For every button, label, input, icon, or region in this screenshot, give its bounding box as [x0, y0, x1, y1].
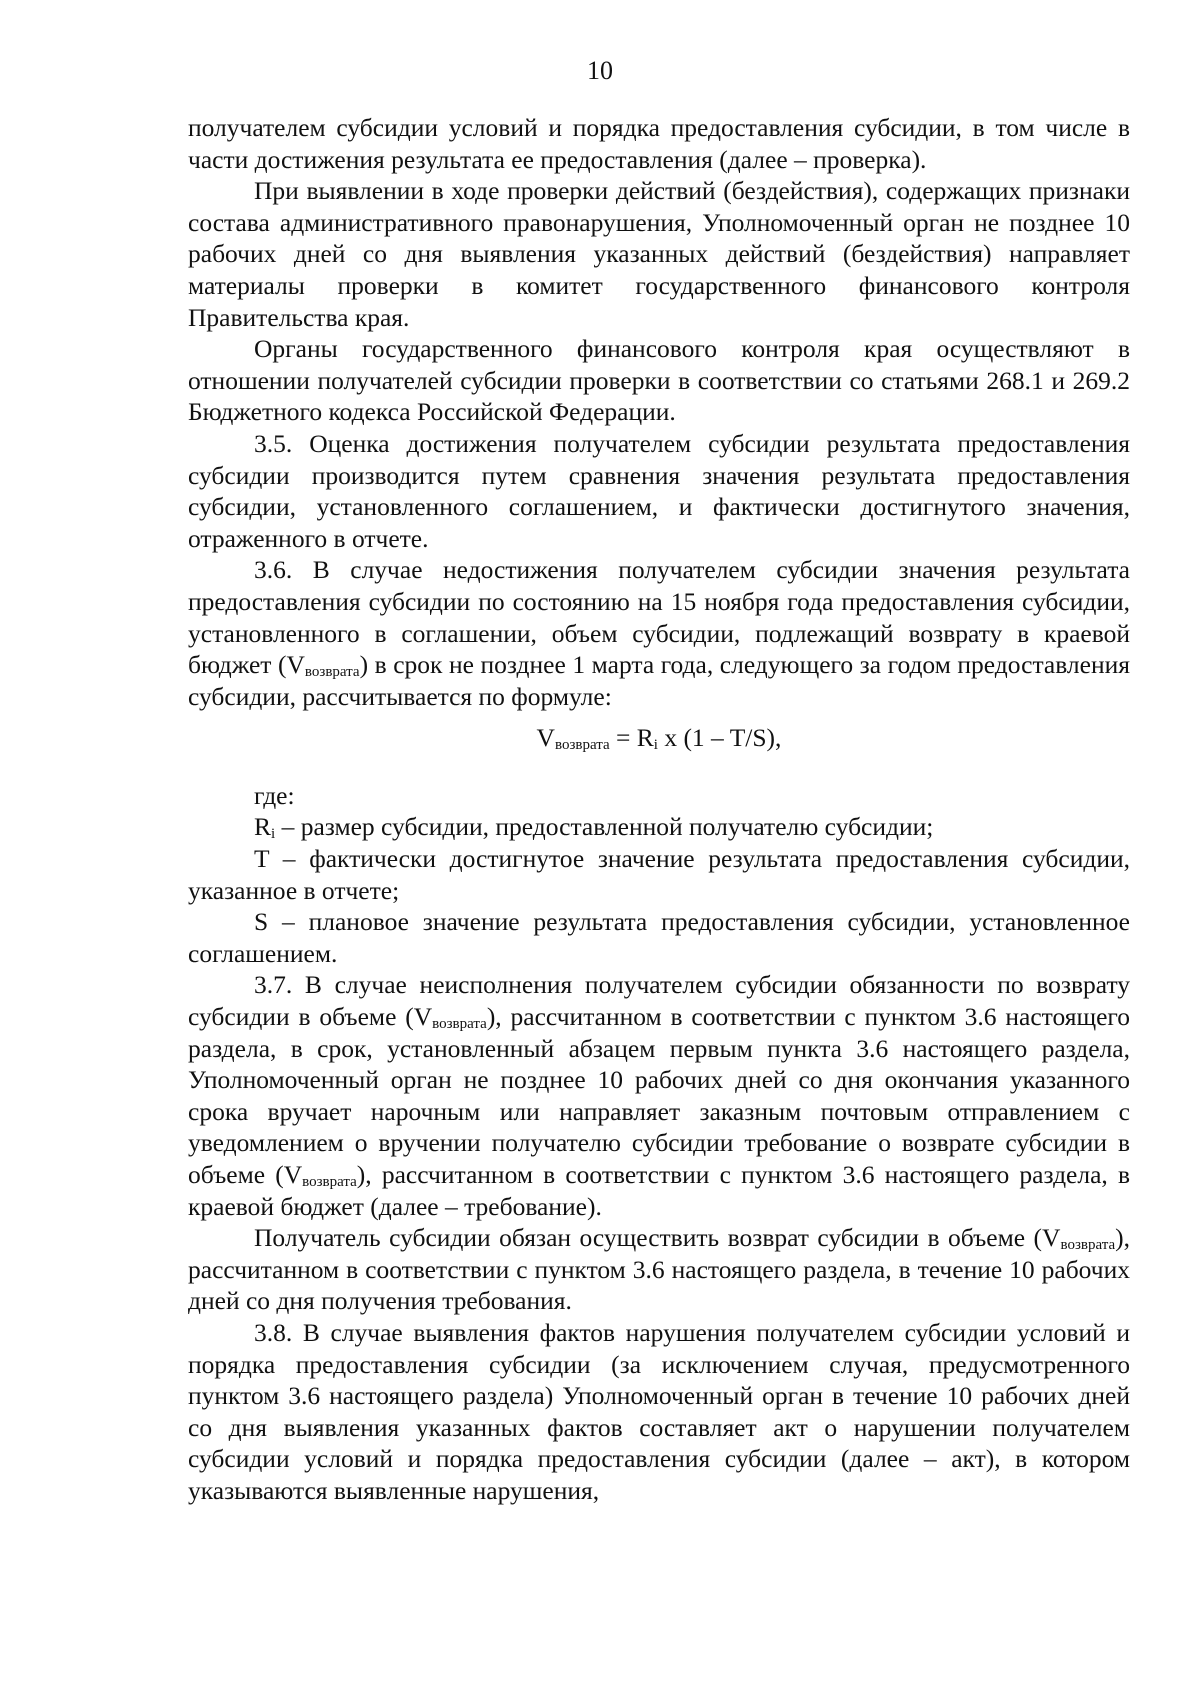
paragraph-text: 3.5. Оценка достижения получателем субсидии результата предоставления субсидии производится путем сравнения значения результата предоставления субсидии, установленного соглашением, и фактически достигнутого значения, отраженного в отчете. [188, 428, 1130, 553]
paragraph-text: При выявлении в ходе проверки действий (бездействия), содержащих признаки состава административного правонарушения, Уполномоченный орган не позднее 10 рабочих дней со дня выявления указанных действий (бездействия) направляет материалы проверки в комитет государственного финансового контроля Правительства края. [188, 176, 1130, 332]
document-body [188, 112, 1130, 1507]
paragraph-text: где: [254, 780, 295, 810]
paragraph-text: Органы государственного финансового контроля края осуществляют в отношении получателей субсидии проверки в соответствии со статьями 268.1 и 269.2 Бюджетного кодекса Российской Федерации. [188, 334, 1130, 427]
paragraph-text: 3.6. В случае недостижения получателем субсидии значения результата предоставления субсидии по состоянию на 15 ноября года предоставления субсидии, установленного в соглашении, объем субсидии, подлежащий возврату в краевой бюджет (V [188, 555, 1130, 680]
where-t [188, 843, 1130, 906]
page-number: 10 [587, 56, 613, 85]
ri-symbol: R [254, 812, 272, 842]
paragraph-recipient-obligation [188, 1222, 1130, 1317]
where-s [188, 906, 1130, 969]
paragraph-3-5 [188, 428, 1130, 554]
i-subscript: i [653, 737, 658, 754]
paragraph-continuation [188, 112, 1130, 175]
where-ri [188, 811, 1130, 843]
v-subscript: возврата [554, 737, 610, 754]
paragraph-text: ), рассчитанном в соответствии с пунктом 3.6 настоящего раздела, в краевой бюджет (далее – требование). [188, 1160, 1130, 1221]
paragraph-text: получателем субсидии условий и порядка предоставления субсидии, в том числе в части достижения результата ее предоставления (далее – проверка). [188, 113, 1130, 174]
paragraph-3-7 [188, 969, 1130, 1222]
paragraph-text: ), рассчитанном в соответствии с пунктом 3.6 настоящего раздела, в срок, установленный абзацем первым пункта 3.6 настоящего раздела, Уполномоченный орган не позднее 10 рабочих дней со дня окончания указанного срока вручает нарочным или направляет заказным почтовым отправлением с уведомлением о вручении получателю субсидии требование о возврате субсидии в объеме (V [188, 1002, 1130, 1189]
paragraph-financial-control [188, 333, 1130, 428]
paragraph-text: 3.8. В случае выявления фактов нарушения получателем субсидии условий и порядка предоставления субсидии (за исключением случая, предусмотренного пунктом 3.6 настоящего раздела) Уполномоченный орган в течение 10 рабочих дней со дня выявления указанных фактов составляет акт о нарушении получателем субсидии условий и порядка предоставления субсидии (далее – акт), в котором указываются выявленные нарушения, [188, 1317, 1130, 1505]
formula [188, 722, 1130, 754]
paragraph-text: – размер субсидии, предоставленной получателю субсидии; [275, 812, 934, 842]
paragraph-inspection-violations [188, 175, 1130, 333]
formula-eq: = R [609, 723, 654, 753]
paragraph-3-6 [188, 554, 1130, 712]
paragraph-text: ), рассчитанном в соответствии с пунктом 3.6 настоящего раздела, в течение 10 рабочих дней со дня получения требования. [188, 1223, 1130, 1316]
i-subscript: i [271, 826, 276, 843]
v-subscript: возврата [432, 1016, 487, 1033]
paragraph-text: 3.7. В случае неисполнения получателем субсидии обязанности по возврату субсидии в объеме (V [188, 970, 1130, 1032]
paragraph-text: T – фактически достигнутое значение результата предоставления субсидии, указанное в отчете; [188, 844, 1130, 905]
v-subscript: возврата [304, 664, 360, 681]
v-subscript: возврата [302, 1174, 357, 1190]
paragraph-text: ) в срок не позднее 1 марта года, следующего за годом предоставления субсидии, рассчитывается по формуле: [188, 650, 1130, 711]
formula-v: V [536, 723, 555, 753]
paragraph-3-8 [188, 1317, 1130, 1507]
formula-rest: x (1 – T/S), [657, 723, 782, 753]
paragraph-text: S – плановое значение результата предоставления субсидии, установленное соглашением. [188, 907, 1130, 968]
v-subscript: возврата [1060, 1237, 1116, 1254]
where-label [188, 780, 1130, 812]
paragraph-text: Получатель субсидии обязан осуществить возврат субсидии в объеме (V [254, 1223, 1061, 1253]
